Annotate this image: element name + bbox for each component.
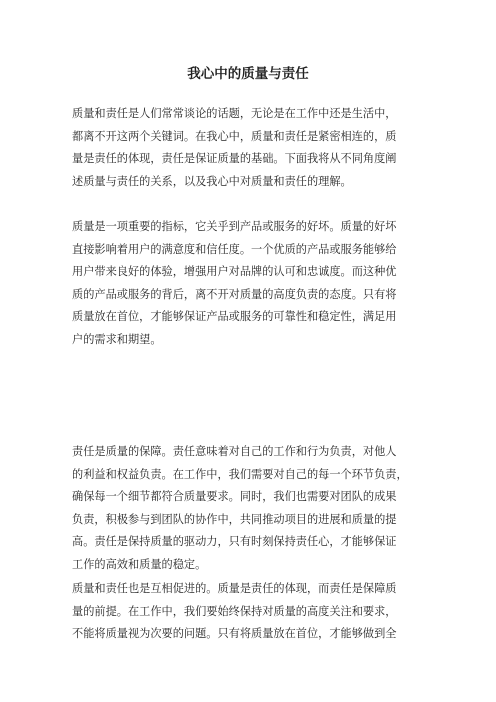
text-line: 质量和责任是人们常常谈论的话题，无论是在工作中还是生活中， (72, 107, 397, 120)
text-line: 不能将质量视为次要的问题。只有将质量放在首位，才能够做到全 (72, 627, 397, 641)
text-line: 用户带来良好的体验，增强用户对品牌的认可和忠诚度。而这种优 (72, 265, 397, 279)
text-line: 量的前提。在工作中，我们要始终保持对质量的高度关注和要求， (72, 604, 397, 618)
text-line: 质量是一项重要的指标，它关乎到产品或服务的好坏。质量的好坏 (72, 220, 397, 233)
text-line: 工作的高效和质量的稳定。 (72, 557, 207, 571)
text-line: 述质量与责任的关系，以及我心中对质量和责任的理解。 (72, 174, 352, 188)
paragraph-mutual (72, 578, 424, 646)
text-line: 负责，积极参与到团队的协作中，共同推动项目的进展和质量的提 (72, 512, 397, 526)
text-line: 质量和责任也是互相促进的。质量是责任的体现，而责任是保障质 (72, 582, 397, 595)
paragraph-intro (72, 103, 424, 193)
text-line: 责任是质量的保障。责任意味着对自己的工作和行为负责，对他人 (72, 445, 397, 458)
paragraph-quality (72, 216, 424, 352)
text-line: 的利益和权益负责。在工作中，我们需要对自己的每一个环节负责， (72, 467, 408, 481)
text-line: 都离不开这两个关键词。在我心中，质量和责任是紧密相连的，质 (72, 129, 397, 143)
text-line: 质量放在首位，才能够保证产品或服务的可靠性和稳定性，满足用 (72, 310, 397, 324)
text-line: 户的需求和期望。 (72, 332, 162, 346)
text-line: 确保每一个细节都符合质量要求。同时，我们也需要对团队的成果 (72, 490, 397, 504)
paragraph-responsibility (72, 441, 424, 577)
text-line: 直接影响着用户的满意度和信任度。一个优质的产品或服务能够给 (72, 242, 397, 256)
page-title: 我心中的质量与责任 (187, 66, 309, 82)
text-line: 高。责任是保持质量的驱动力，只有时刻保持责任心，才能够保证 (72, 535, 397, 549)
text-line: 量是责任的体现，责任是保证质量的基础。下面我将从不同角度阐 (72, 152, 397, 166)
text-line: 质的产品或服务的背后，离不开对质量的高度负责的态度。只有将 (72, 287, 397, 301)
